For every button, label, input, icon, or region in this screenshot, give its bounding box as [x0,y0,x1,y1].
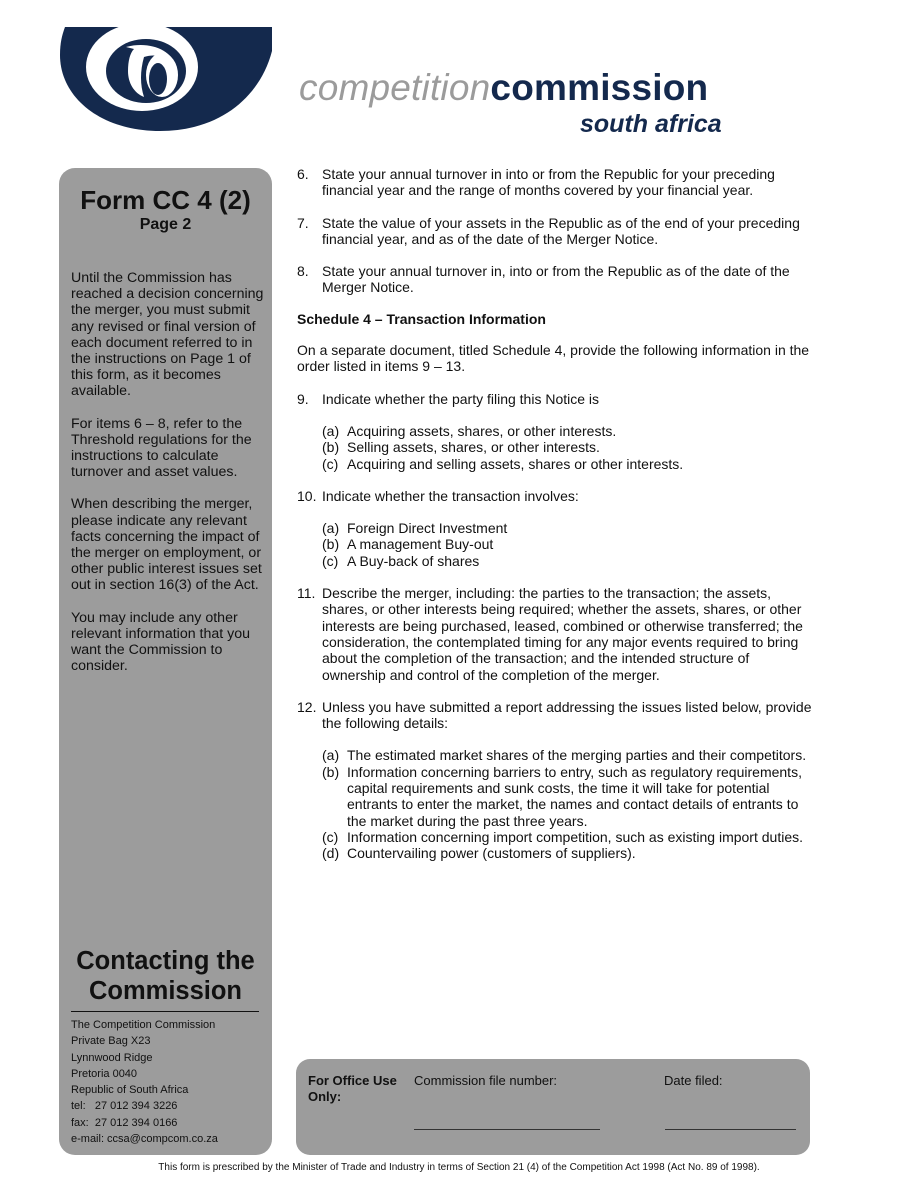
item-text: Information concerning barriers to entry, such as regulatory requirements, capital requirements and sunk costs, the time it will take for potential entrants to enter the market, the names and contact details of entrants to the market during the past three years. [347,763,802,829]
brand-region: south africa [580,110,722,138]
contact-line: Pretoria 0040 [71,1067,138,1080]
list-item [322,829,812,845]
form-page-number: Page 2 [139,216,192,233]
item-10 [297,488,812,504]
schedule-heading: Schedule 4 – Transaction Information [297,310,546,327]
item-letter: (c) [322,552,339,569]
footer-note: This form is prescribed by the Minister of Trade and Industry in terms of Section 21 (4) of the Competition Act 1998 (Act No. 89 of 1998). [158,1162,760,1173]
item-text: A Buy-back of shares [347,552,480,569]
item-11 [297,585,812,683]
item-text: Acquiring and selling assets, shares or other interests. [347,455,684,472]
contact-line: Lynnwood Ridge [71,1051,153,1064]
contact-divider [71,1011,259,1012]
item-text: State your annual turnover in into or from the Republic for your preceding financial year and the range of months covered by your financial year. [322,166,775,199]
item-text: Selling assets, shares, or other interests. [347,439,600,456]
contact-email: e-mail: ccsa@compcom.co.za [71,1133,218,1146]
item-text: Foreign Direct Investment [347,520,508,537]
file-number-field[interactable] [414,1129,600,1130]
item-text: Unless you have submitted a report addressing the issues listed below, provide the following details: [322,698,812,732]
item-12 [297,699,812,732]
item-letter: (c) [322,828,339,845]
item-text: Describe the merger, including: the parties to the transaction; the assets, shares, or other interests being required; whether the assets, shares, or other interests are being purchased, leased, combined or otherwise transferred; the consideration, the contemplated timing for any major events required to bring about the completion of the transaction; and the intended structure of ownership and control of the completion of the merger. [322,585,803,683]
brand-name [299,69,708,106]
item-number: 8. [297,263,309,280]
item-12-options [297,747,812,861]
sidebar-note: You may include any other relevant information that you want the Commission to consider. [71,609,251,675]
logo-emblem-icon [60,27,272,131]
main-content [297,166,812,862]
item-text: The estimated market shares of the merging parties and their competitors. [347,747,807,764]
contact-line: Republic of South Africa [71,1084,189,1097]
item-letter: (b) [322,439,340,456]
brand-competition: competition [299,67,491,108]
brand-commission: commission [490,67,709,108]
date-filed-label: Date filed: [664,1073,723,1088]
sidebar-note: Until the Commission has reached a decision concerning the merger, you must submit any revised or final version of each document referred to in the instructions on Page 1 of this form, as it becomes available. [71,270,264,400]
contact-fax: fax: 27 012 394 0166 [71,1116,178,1129]
item-text: State the value of your assets in the Republic as of the end of your preceding financial year, and as of the date of the Merger Notice. [322,214,800,247]
office-use-label: For Office Use Only: [308,1073,397,1104]
list-item [322,520,812,536]
item-letter: (d) [322,845,340,862]
schedule-intro: On a separate document, titled Schedule 4, provide the following information in the order listed in items 9 – 13. [297,342,810,375]
contact-line: The Competition Commission [71,1019,216,1031]
item-text: Information concerning import competition, such as existing import duties. [347,828,803,845]
contact-details [71,1017,267,1147]
date-filed-field[interactable] [665,1129,796,1130]
item-number: 6. [297,166,309,182]
item-9 [297,391,812,407]
office-use-panel [296,1059,810,1155]
list-item [322,553,812,569]
item-letter: (a) [322,520,340,537]
list-item [322,423,812,439]
item-text: Indicate whether the transaction involves: [322,487,579,504]
item-letter: (b) [322,536,340,553]
item-text: Indicate whether the party filing this Notice is [322,390,600,407]
item-number: 11. [297,585,316,602]
item-9-options [297,423,812,472]
item-text: Countervailing power (customers of suppliers). [347,845,636,862]
item-number: 9. [297,390,309,407]
item-number: 12. [297,698,317,715]
contact-phone: tel: 27 012 394 3226 [71,1100,178,1113]
item-7 [297,215,812,248]
item-letter: (b) [322,763,340,780]
item-text: Acquiring assets, shares, or other interests. [347,422,617,439]
list-item [322,747,812,763]
item-text: A management Buy-out [347,536,494,553]
contact-heading: Contacting the Commission [76,947,255,1005]
sidebar-note: For items 6 – 8, refer to the Threshold regulations for the instructions to calculate turnover and asset values. [71,415,252,481]
item-text: State your annual turnover in, into or from the Republic as of the date of the Merger Notice. [322,263,790,296]
list-item [322,764,812,829]
item-6 [297,166,812,199]
item-letter: (c) [322,455,339,472]
sidebar-note: When describing the merger, please indicate any relevant facts concerning the impact of the merger on employment, or other public interest issues set out in section 16(3) of the Act. [71,496,262,594]
list-item [322,439,812,455]
item-8 [297,263,812,296]
item-number: 10. [297,487,317,504]
list-item [322,536,812,552]
list-item [322,456,812,472]
item-letter: (a) [322,747,340,764]
item-10-options [297,520,812,569]
item-number: 7. [297,214,309,231]
sidebar-notes [71,270,267,690]
contact-line: Private Bag X23 [71,1035,151,1048]
item-letter: (a) [322,422,340,439]
list-item [322,845,812,861]
form-title: Form CC 4 (2) [80,185,251,215]
file-number-label: Commission file number: [414,1073,558,1088]
commission-logo [60,27,272,131]
